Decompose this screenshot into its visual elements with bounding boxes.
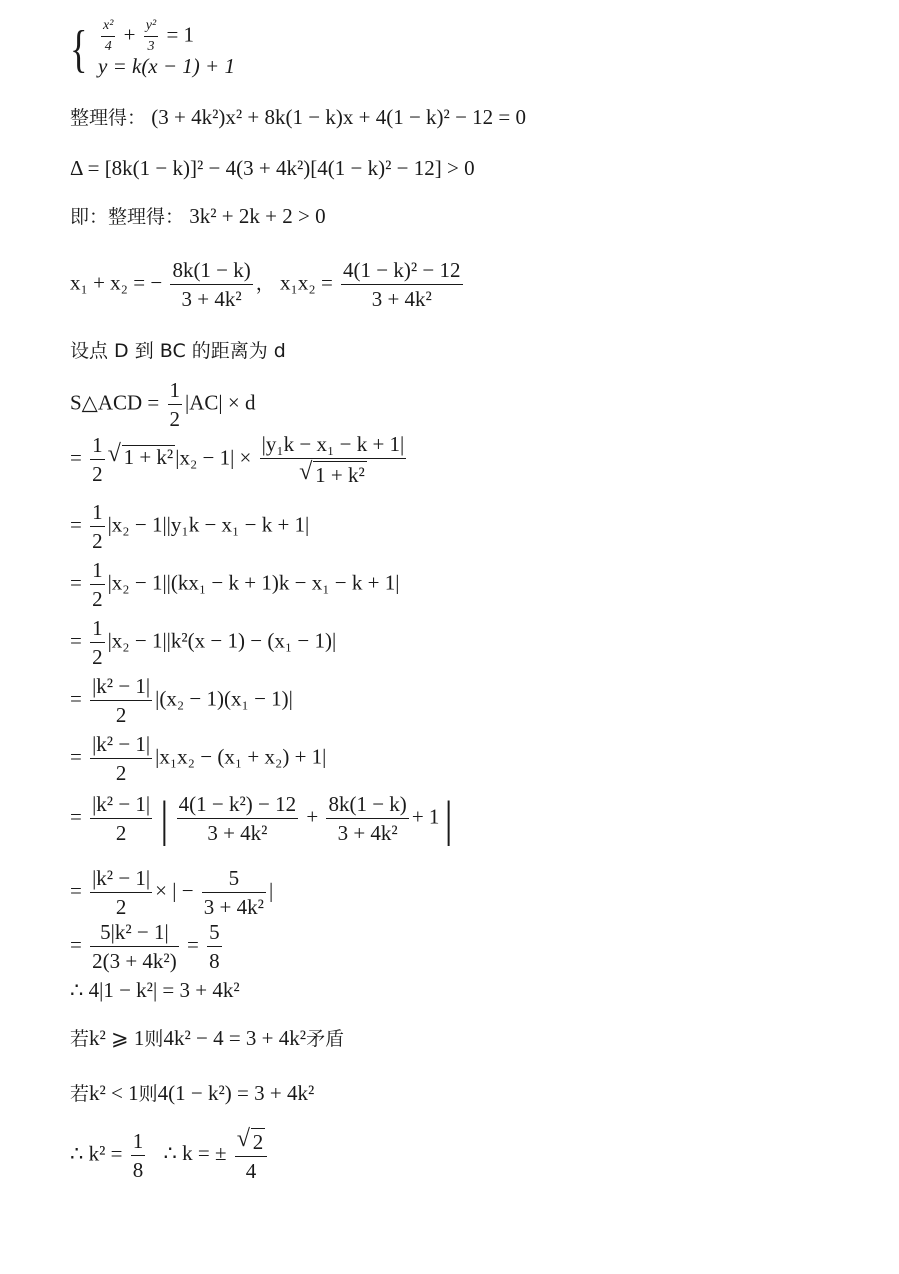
sqrt-two: √ 2 (237, 1128, 266, 1154)
case1-contradiction: 矛盾 (306, 1028, 345, 1050)
area-step-3 (70, 558, 399, 611)
step3-rhs: |x₂ − 1||(kx₁ − k + 1)k − x₁ − k + 1| (107, 570, 400, 595)
abs-bar-right: | (444, 789, 453, 847)
k-squared-lhs: ∴ k² = (70, 1141, 123, 1166)
area-formula (70, 378, 255, 431)
equals-sign: = (70, 878, 82, 903)
half-den: 2 (169, 407, 181, 432)
distance-definition: 设点 D 到 BC 的距离为 d (70, 340, 286, 362)
vieta-line (70, 258, 466, 311)
case-1 (70, 1028, 344, 1049)
equals-sign: = (70, 744, 82, 769)
half-num: 1 (90, 558, 105, 585)
rearrange-equation: (3 + 4k²)x² + 8k(1 − k)x + 4(1 − k)² − 12 = 0 (151, 105, 527, 129)
five-eighths-num: 5 (207, 920, 222, 947)
final-answer (70, 1128, 270, 1183)
step1-mid: |x₂ − 1| × (175, 445, 252, 470)
case1-equation: 4k² − 4 = 3 + 4k² (163, 1026, 307, 1050)
case1-condition: k² ⩾ 1 (89, 1026, 145, 1050)
simplified-label: 即：整理得： (70, 206, 185, 228)
five-num: 5 (202, 866, 266, 893)
case2-condition: k² < 1 (89, 1081, 139, 1105)
eq1-frac1-den: 4 (104, 39, 112, 55)
vieta-product-lhs: x₁x₂ = (280, 270, 333, 295)
term-a-num: 4(1 − k²) − 12 (177, 792, 298, 819)
area-step-5 (70, 674, 293, 727)
half-den: 2 (92, 645, 103, 670)
discriminant-simplified (70, 206, 326, 227)
area-step-4 (70, 616, 336, 669)
area-step-2 (70, 500, 309, 553)
half-num: 1 (90, 616, 105, 643)
result-frac-den: 2(3 + 4k²) (92, 949, 177, 974)
equals-sign: = (70, 804, 82, 829)
vieta-sum-den: 3 + 4k² (181, 287, 242, 312)
term-a-den: 3 + 4k² (207, 821, 268, 846)
case2-then: 则 (138, 1083, 158, 1105)
half-num: 1 (90, 500, 105, 527)
vieta-product-num: 4(1 − k)² − 12 (341, 258, 462, 285)
eq1-frac2-num: y² (144, 18, 158, 37)
vieta-sum-num: 8k(1 − k) (170, 258, 252, 285)
plus-sign: + (306, 804, 319, 829)
eq1-tail: = 1 (161, 22, 195, 47)
case2-if: 若 (70, 1083, 90, 1105)
area-step-8 (70, 866, 273, 919)
equals-sign: = (70, 932, 82, 957)
system-eq2: y = k(x − 1) + 1 (98, 54, 235, 78)
area-lhs: S△ACD = (70, 390, 160, 415)
equals-sign: = (70, 445, 82, 470)
step-rearrange (70, 107, 526, 128)
vieta-comma: ， (255, 272, 275, 295)
system-brace: { (70, 21, 88, 78)
step4-rhs: |x₂ − 1||k²(x − 1) − (x₁ − 1)| (107, 628, 337, 653)
eq1-frac1-num: x² (101, 18, 115, 37)
step8-tail: | (268, 878, 274, 903)
equals-sign: = (70, 686, 82, 711)
term-b-num: 8k(1 − k) (326, 792, 408, 819)
five-eighths-den: 8 (209, 949, 220, 974)
case-2 (70, 1083, 314, 1104)
half-den: 2 (92, 587, 103, 612)
abs-bar-left: | (160, 789, 169, 847)
simplified-inequality: 3k² + 2k + 2 > 0 (189, 204, 326, 228)
case1-if: 若 (70, 1028, 90, 1050)
area-result (70, 920, 225, 973)
abs-frac-den: 2 (115, 895, 127, 920)
distance-den-sqrt: √ 1 + k² (299, 461, 367, 487)
area-step-1 (70, 432, 409, 487)
half-den: 2 (92, 529, 103, 554)
result-frac-num: 5|k² − 1| (90, 920, 179, 947)
eq1-frac2-den: 3 (147, 39, 155, 55)
case2-equation: 4(1 − k²) = 3 + 4k² (157, 1081, 315, 1105)
sqrt-expression: √ 1 + k² (108, 445, 176, 468)
abs-frac-den: 2 (115, 761, 127, 786)
distance-num: |y₁k − x₁ − k + 1| (260, 432, 407, 459)
equals-sign: = (70, 512, 82, 537)
vieta-sum-lhs: x₁ + x₂ = − (70, 270, 163, 295)
half-num: 1 (168, 378, 183, 405)
abs-frac-num: |k² − 1| (90, 674, 152, 701)
therefore-line: ∴ 4|1 − k²| = 3 + 4k² (70, 978, 240, 1002)
discriminant-line: Δ = [8k(1 − k)]² − 4(3 + 4k²)[4(1 − k)² − 12] > 0 (70, 156, 475, 180)
equals-sign: = (70, 570, 82, 595)
abs-frac-den: 2 (115, 821, 127, 846)
half-num: 1 (90, 433, 105, 460)
equals-sign: = (186, 932, 199, 957)
vieta-product-den: 3 + 4k² (371, 287, 432, 312)
abs-frac-num: |k² − 1| (90, 866, 152, 893)
step5-rhs: |(x₂ − 1)(x₁ − 1)| (155, 686, 293, 711)
rearrange-label: 整理得： (70, 107, 147, 129)
abs-frac-num: |k² − 1| (90, 792, 152, 819)
one-eighth-den: 8 (132, 1158, 144, 1183)
step8-mid: × | − (155, 878, 194, 903)
abs-frac-den: 2 (115, 703, 127, 728)
k-value-lhs: ∴ k = ± (163, 1141, 227, 1166)
equals-sign: = (70, 628, 82, 653)
one-eighth-num: 1 (131, 1129, 146, 1156)
half-den: 2 (92, 462, 103, 487)
abs-frac-num: |k² − 1| (90, 732, 152, 759)
term-b-den: 3 + 4k² (337, 821, 398, 846)
system-eq1: $\frac{\text{x²}}{4}$ + $\frac{\text{y²}}{3}$ = 1 (103, 18, 195, 55)
step6-rhs: |x₁x₂ − (x₁ + x₂) + 1| (155, 744, 327, 769)
area-step-6 (70, 732, 326, 785)
k-value-den: 4 (245, 1159, 257, 1184)
case1-then: 则 (144, 1028, 164, 1050)
area-step-7 (70, 789, 453, 847)
step7-tail: + 1 (411, 804, 440, 829)
step2-rhs: |x₂ − 1||y₁k − x₁ − k + 1| (107, 512, 310, 537)
area-rhs: |AC| × d (185, 390, 256, 415)
five-den: 3 + 4k² (203, 895, 264, 920)
